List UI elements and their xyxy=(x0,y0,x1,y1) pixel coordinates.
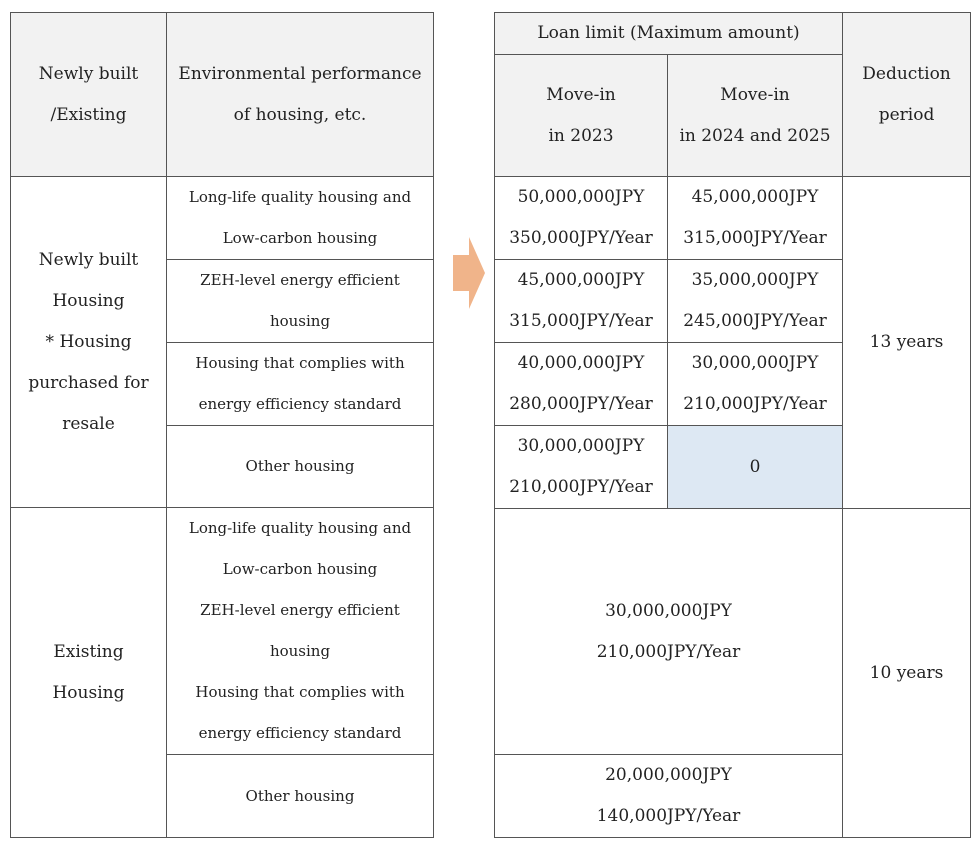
header-loan-limit: Loan limit (Maximum amount) xyxy=(495,13,843,55)
cell-existing-other: 20,000,000JPY 140,000JPY/Year xyxy=(495,755,843,838)
cell-2024-other-zero: 0 xyxy=(668,426,843,509)
right-table xyxy=(494,12,971,838)
newly-built-group-label: Newly built Housing * Housing purchased for resale xyxy=(11,177,167,508)
existing-row-qualified: Long-life quality housing and Low-carbon housing ZEH-level energy efficient housing Housing that complies with energy efficiency standard xyxy=(167,508,434,755)
cell-2023-other: 30,000,000JPY 210,000JPY/Year xyxy=(495,426,668,509)
header-move-in-2023: Move-in in 2023 xyxy=(495,55,668,177)
newly-row-standard: Housing that complies with energy efficiency standard xyxy=(167,343,434,426)
right-arrow-icon xyxy=(453,237,485,309)
cell-2023-long-life: 50,000,000JPY 350,000JPY/Year xyxy=(495,177,668,260)
header-newly-existing: Newly built /Existing xyxy=(11,13,167,177)
cell-existing-qualified: 30,000,000JPY 210,000JPY/Year xyxy=(495,509,843,755)
header-environmental-performance: Environmental performance of housing, etc. xyxy=(167,13,434,177)
deduction-10-years: 10 years xyxy=(843,509,971,838)
header-deduction-period: Deduction period xyxy=(843,13,971,177)
left-table xyxy=(10,12,434,838)
newly-row-long-life: Long-life quality housing and Low-carbon housing xyxy=(167,177,434,260)
cell-2023-standard: 40,000,000JPY 280,000JPY/Year xyxy=(495,343,668,426)
deduction-13-years: 13 years xyxy=(843,177,971,509)
existing-group-label: Existing Housing xyxy=(11,508,167,838)
cell-2024-long-life: 45,000,000JPY 315,000JPY/Year xyxy=(668,177,843,260)
cell-2023-zeh: 45,000,000JPY 315,000JPY/Year xyxy=(495,260,668,343)
cell-2024-standard: 30,000,000JPY 210,000JPY/Year xyxy=(668,343,843,426)
newly-row-zeh: ZEH-level energy efficient housing xyxy=(167,260,434,343)
newly-row-other: Other housing xyxy=(167,426,434,508)
existing-row-other: Other housing xyxy=(167,755,434,838)
cell-2024-zeh: 35,000,000JPY 245,000JPY/Year xyxy=(668,260,843,343)
header-move-in-2024-2025: Move-in in 2024 and 2025 xyxy=(668,55,843,177)
